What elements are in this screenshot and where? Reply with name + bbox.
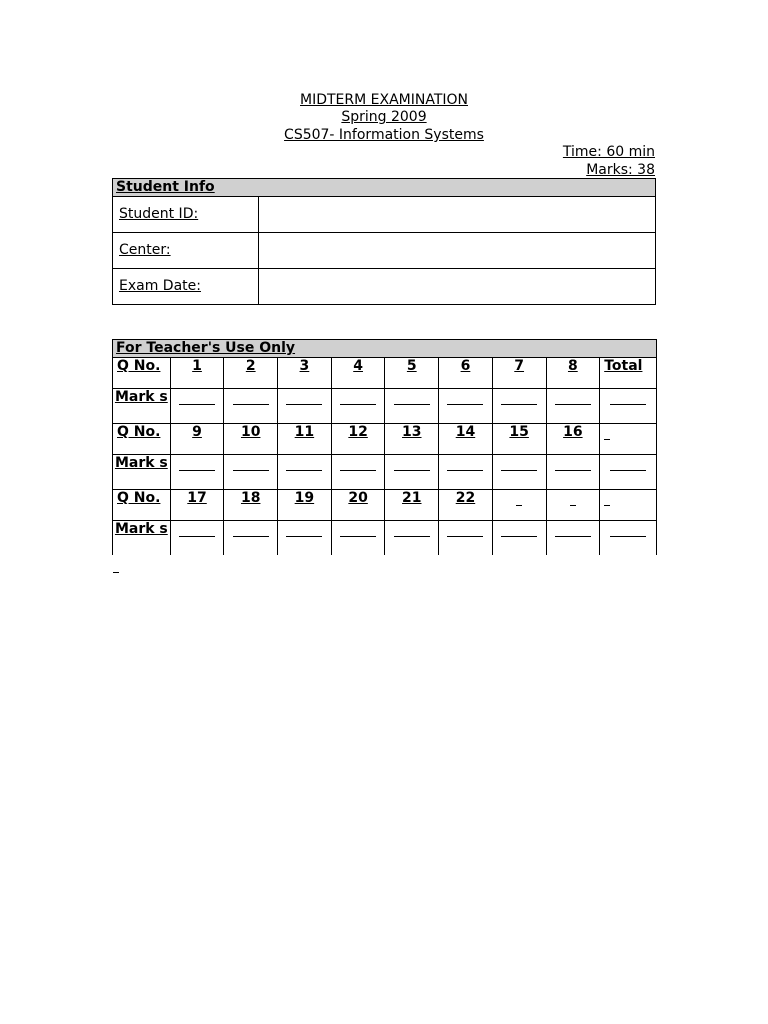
marks-label: Mark s xyxy=(113,455,171,490)
teacher-use-heading: For Teacher's Use Only xyxy=(113,340,657,358)
marks-blank[interactable] xyxy=(439,389,493,424)
question-number: 14 xyxy=(439,424,493,455)
marks-blank[interactable] xyxy=(385,455,439,490)
marks-blank[interactable] xyxy=(170,455,224,490)
marks-blank[interactable] xyxy=(546,521,600,556)
empty-cell xyxy=(600,490,657,521)
marks-blank[interactable] xyxy=(278,521,332,556)
question-number: 13 xyxy=(385,424,439,455)
question-number: 18 xyxy=(224,490,278,521)
marks-blank[interactable] xyxy=(278,455,332,490)
marks-label: Mark s xyxy=(113,521,171,556)
center-field[interactable] xyxy=(259,233,656,269)
question-number: 12 xyxy=(331,424,385,455)
marks-blank[interactable] xyxy=(331,521,385,556)
exam-date-label: Exam Date: xyxy=(113,269,259,305)
marks-blank[interactable] xyxy=(331,455,385,490)
empty-cell xyxy=(546,490,600,521)
question-number: 3 xyxy=(278,358,332,389)
marks-blank[interactable] xyxy=(492,455,546,490)
qno-label: Q No. xyxy=(113,490,171,521)
total-label: Total xyxy=(600,358,657,389)
question-number: 4 xyxy=(331,358,385,389)
question-number: 11 xyxy=(278,424,332,455)
question-number: 15 xyxy=(492,424,546,455)
marks-blank[interactable] xyxy=(278,389,332,424)
total-blank[interactable] xyxy=(600,389,657,424)
qno-label: Q No. xyxy=(113,358,171,389)
question-number: 17 xyxy=(170,490,224,521)
marks-blank[interactable] xyxy=(385,389,439,424)
marks-blank[interactable] xyxy=(224,389,278,424)
exam-marks: Marks: 38 xyxy=(586,162,655,178)
exam-date-field[interactable] xyxy=(259,269,656,305)
exam-term: Spring 2009 xyxy=(341,109,427,125)
trailing-underline xyxy=(113,572,119,573)
student-id-field[interactable] xyxy=(259,197,656,233)
marks-blank[interactable] xyxy=(492,389,546,424)
marks-blank[interactable] xyxy=(492,521,546,556)
marks-blank[interactable] xyxy=(224,455,278,490)
marks-label: Mark s xyxy=(113,389,171,424)
question-number: 5 xyxy=(385,358,439,389)
qno-label: Q No. xyxy=(113,424,171,455)
empty-cell xyxy=(600,424,657,455)
empty-cell xyxy=(492,490,546,521)
question-number: 20 xyxy=(331,490,385,521)
marks-blank[interactable] xyxy=(600,521,657,556)
exam-title: MIDTERM EXAMINATION xyxy=(300,92,468,108)
question-number: 9 xyxy=(170,424,224,455)
student-id-label: Student ID: xyxy=(113,197,259,233)
question-number: 8 xyxy=(546,358,600,389)
marks-blank[interactable] xyxy=(439,521,493,556)
marks-blank[interactable] xyxy=(170,521,224,556)
question-number: 16 xyxy=(546,424,600,455)
marks-blank[interactable] xyxy=(546,389,600,424)
marks-blank[interactable] xyxy=(331,389,385,424)
marks-blank[interactable] xyxy=(439,455,493,490)
question-number: 21 xyxy=(385,490,439,521)
course-name: CS507- Information Systems xyxy=(284,127,484,143)
question-number: 19 xyxy=(278,490,332,521)
question-number: 7 xyxy=(492,358,546,389)
student-info-table xyxy=(112,178,656,305)
question-number: 1 xyxy=(170,358,224,389)
exam-time: Time: 60 min xyxy=(562,144,655,160)
teacher-use-table xyxy=(112,339,657,555)
question-number: 10 xyxy=(224,424,278,455)
question-number: 22 xyxy=(439,490,493,521)
marks-blank[interactable] xyxy=(224,521,278,556)
student-info-heading: Student Info xyxy=(113,179,656,197)
marks-blank[interactable] xyxy=(546,455,600,490)
center-label: Center: xyxy=(113,233,259,269)
question-number: 6 xyxy=(439,358,493,389)
marks-blank[interactable] xyxy=(385,521,439,556)
marks-blank[interactable] xyxy=(600,455,657,490)
marks-blank[interactable] xyxy=(170,389,224,424)
question-number: 2 xyxy=(224,358,278,389)
